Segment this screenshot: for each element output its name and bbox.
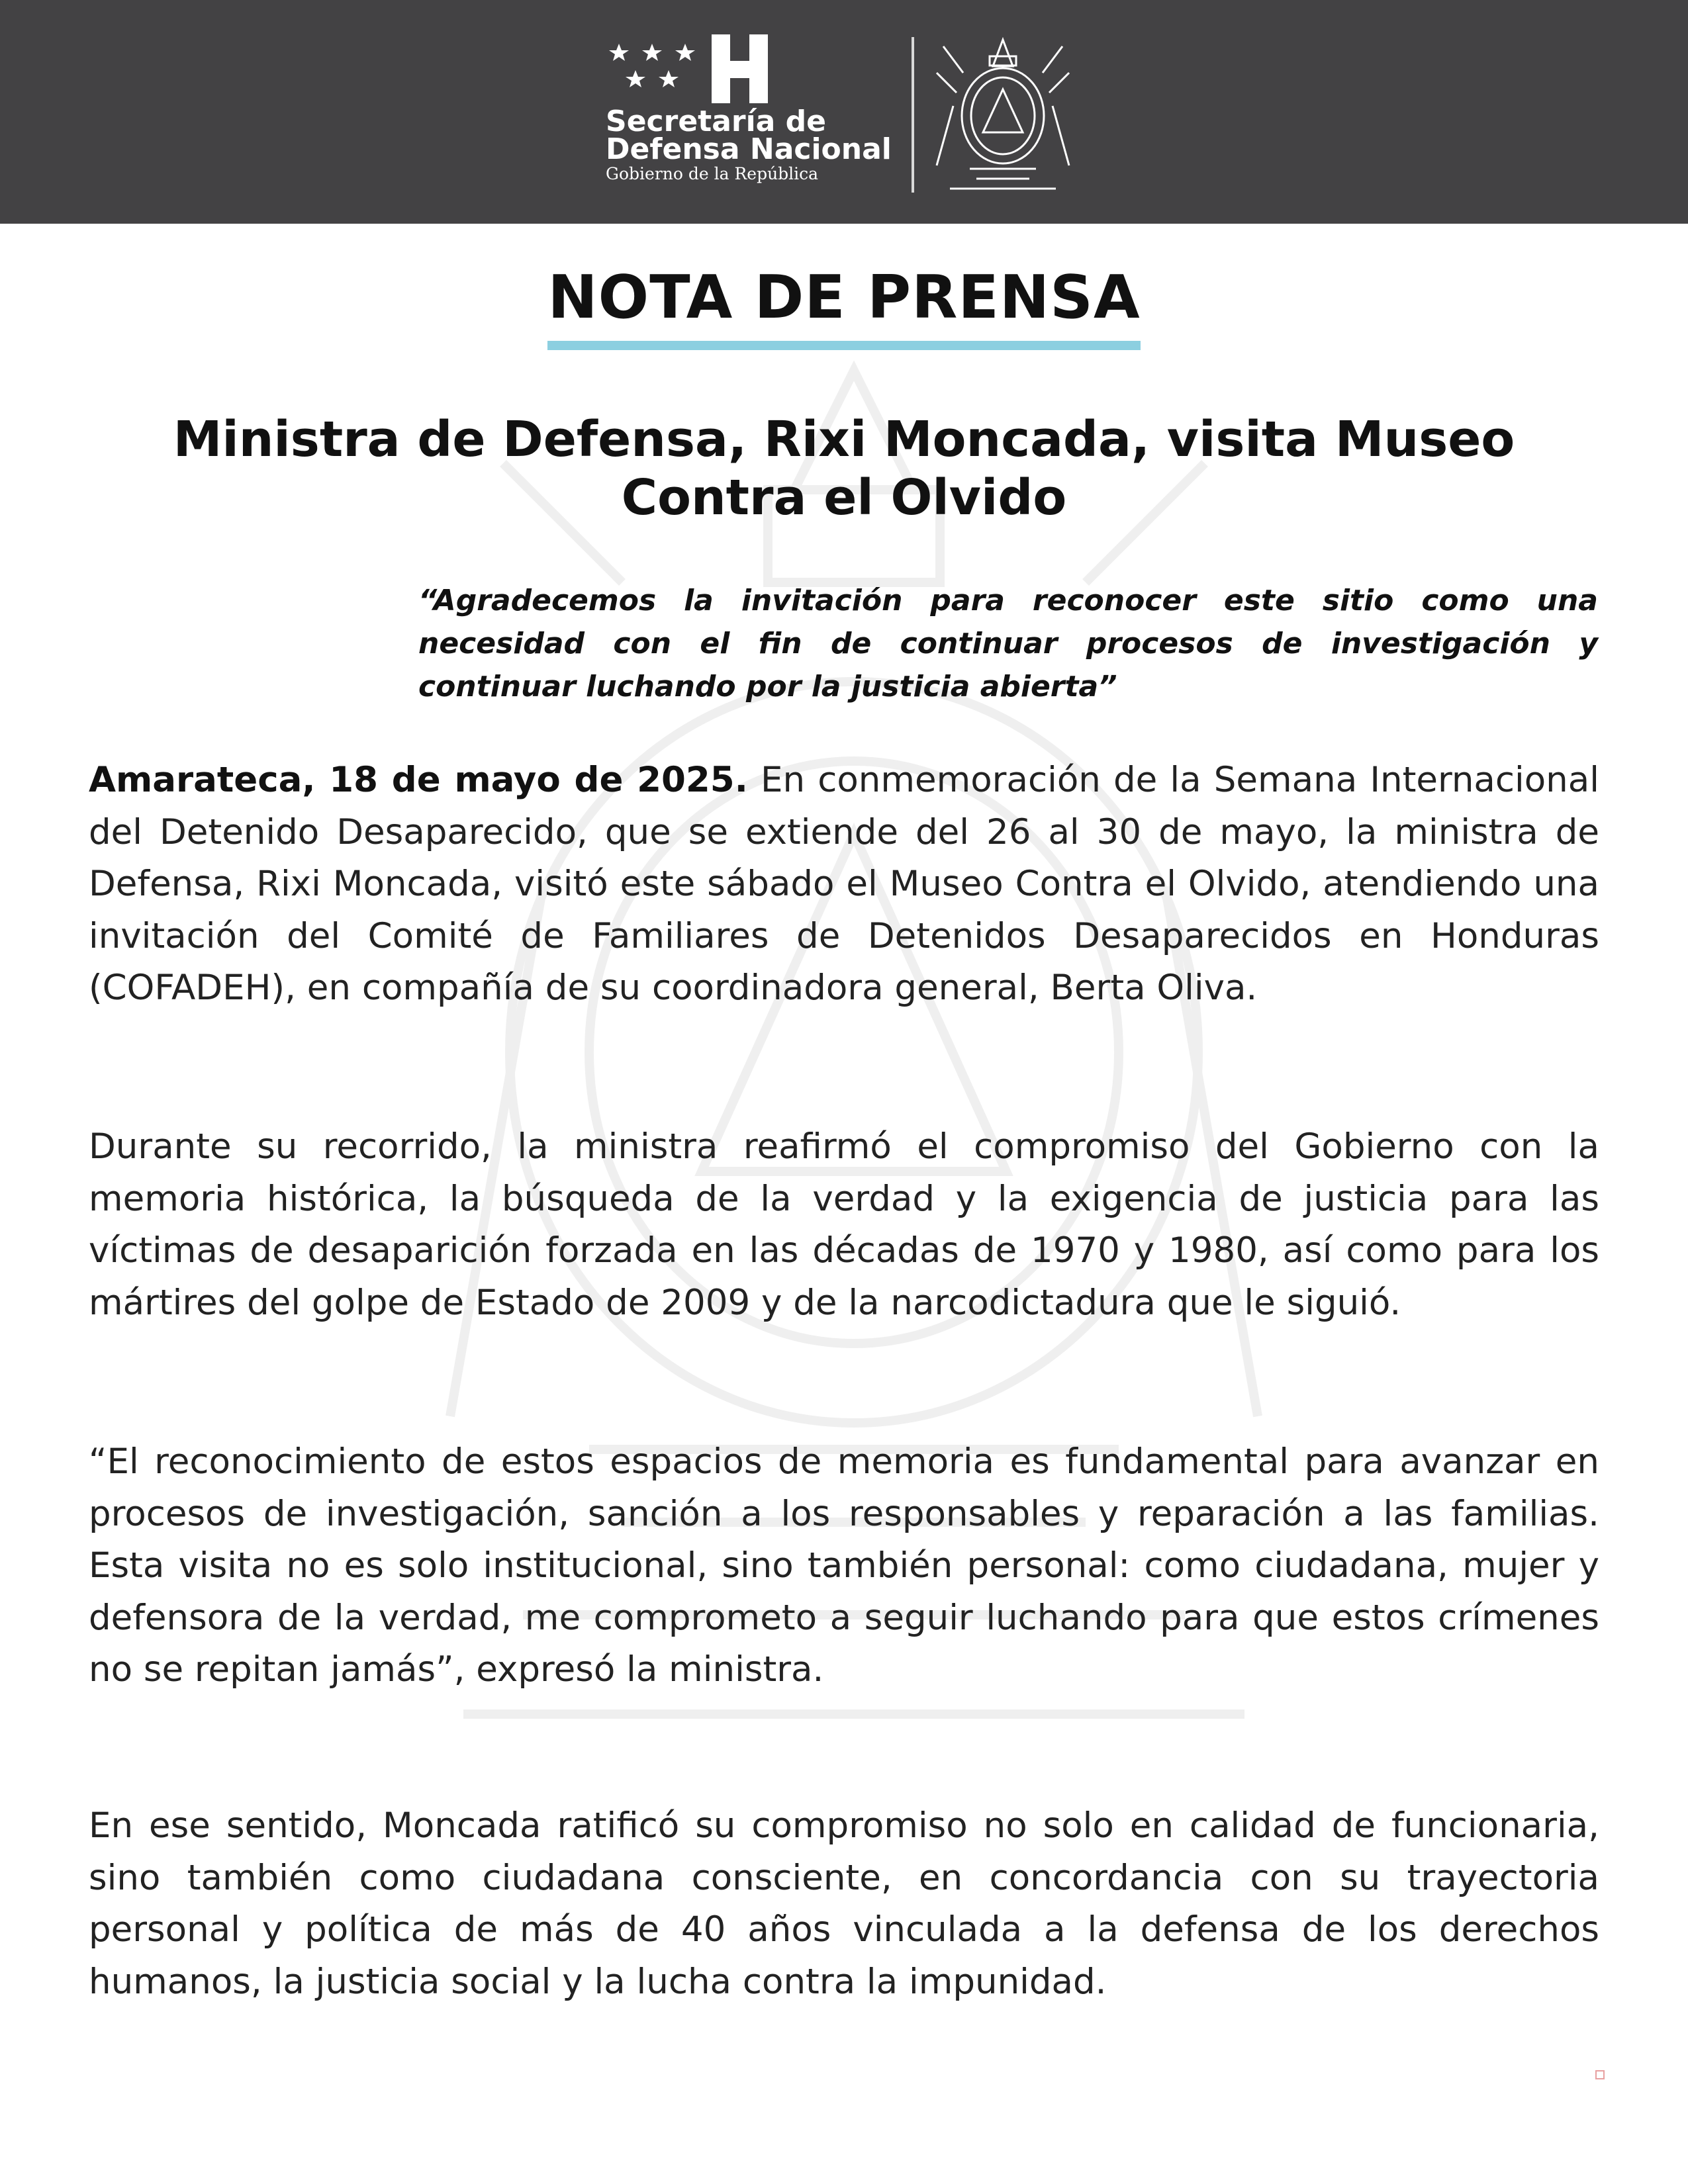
coat-of-arms-icon — [923, 33, 1082, 195]
headline: Ministra de Defensa, Rixi Moncada, visita Museo Contra el Olvido — [173, 411, 1515, 526]
logo-line-1: Secretaría de — [606, 105, 827, 138]
paragraph-1-text: En conmemoración de la Semana Internacional del Detenido Desaparecido, que se extiende del 26 al 30 de mayo, la ministra de Defensa, Rixi Moncada, visitó este sábado el Museo Contra el Olvido, atendiendo una invitación del Comité de Familiares de Detenidos Desaparecidos en Honduras (COFADEH), en compañía de su coordinadora general, Berta Oliva. — [89, 760, 1599, 1008]
paragraph-1 — [89, 754, 1599, 1015]
corner-mark — [1595, 2070, 1605, 2079]
h-letter-icon — [712, 33, 768, 106]
stars-icon — [606, 38, 705, 105]
logo-line-3: Gobierno de la República — [606, 164, 819, 183]
page-title: NOTA DE PRENSA — [547, 268, 1140, 350]
paragraph-3: “El reconocimiento de estos espacios de memoria es fundamental para avanzar en procesos de investigación, sanción a los responsables y reparación a las familias. Esta visita no es solo institucional, sino también personal: como ciudadana, mujer y defensora de la verdad, me comprometo a seguir luchando para que estos crímenes no se repitan jamás”, expresó la ministra. — [89, 1441, 1599, 1690]
dateline: Amarateca, 18 de mayo de 2025. — [89, 760, 748, 800]
logo-divider — [912, 37, 914, 193]
logo-line-2: Defensa Nacional — [606, 132, 892, 166]
header-band — [0, 0, 1688, 224]
ministry-logo — [606, 33, 1082, 195]
paragraph-4: En ese sentido, Moncada ratificó su compromiso no solo en calidad de funcionaria, sino también como ciudadana consciente, en concordancia con su trayectoria personal y política de más de 40 años vinculada a la defensa de los derechos humanos, la justicia social y la lucha contra la impunidad. — [89, 1805, 1599, 2002]
paragraph-2: Durante su recorrido, la ministra reafirmó el compromiso del Gobierno con la memoria histórica, la búsqueda de la verdad y la exigencia de justicia para las víctimas de desaparición forzada en las décadas de 1970 y 1980, así como para los mártires del golpe de Estado de 2009 y de la narcodictadura que le siguió. — [89, 1126, 1599, 1323]
pull-quote: “Agradecemos la invitación para reconocer este sitio como una necesidad con el fin de continuar procesos de investigación y continuar luchando por la justicia abierta” — [418, 584, 1598, 704]
title-wrap — [0, 263, 1688, 350]
